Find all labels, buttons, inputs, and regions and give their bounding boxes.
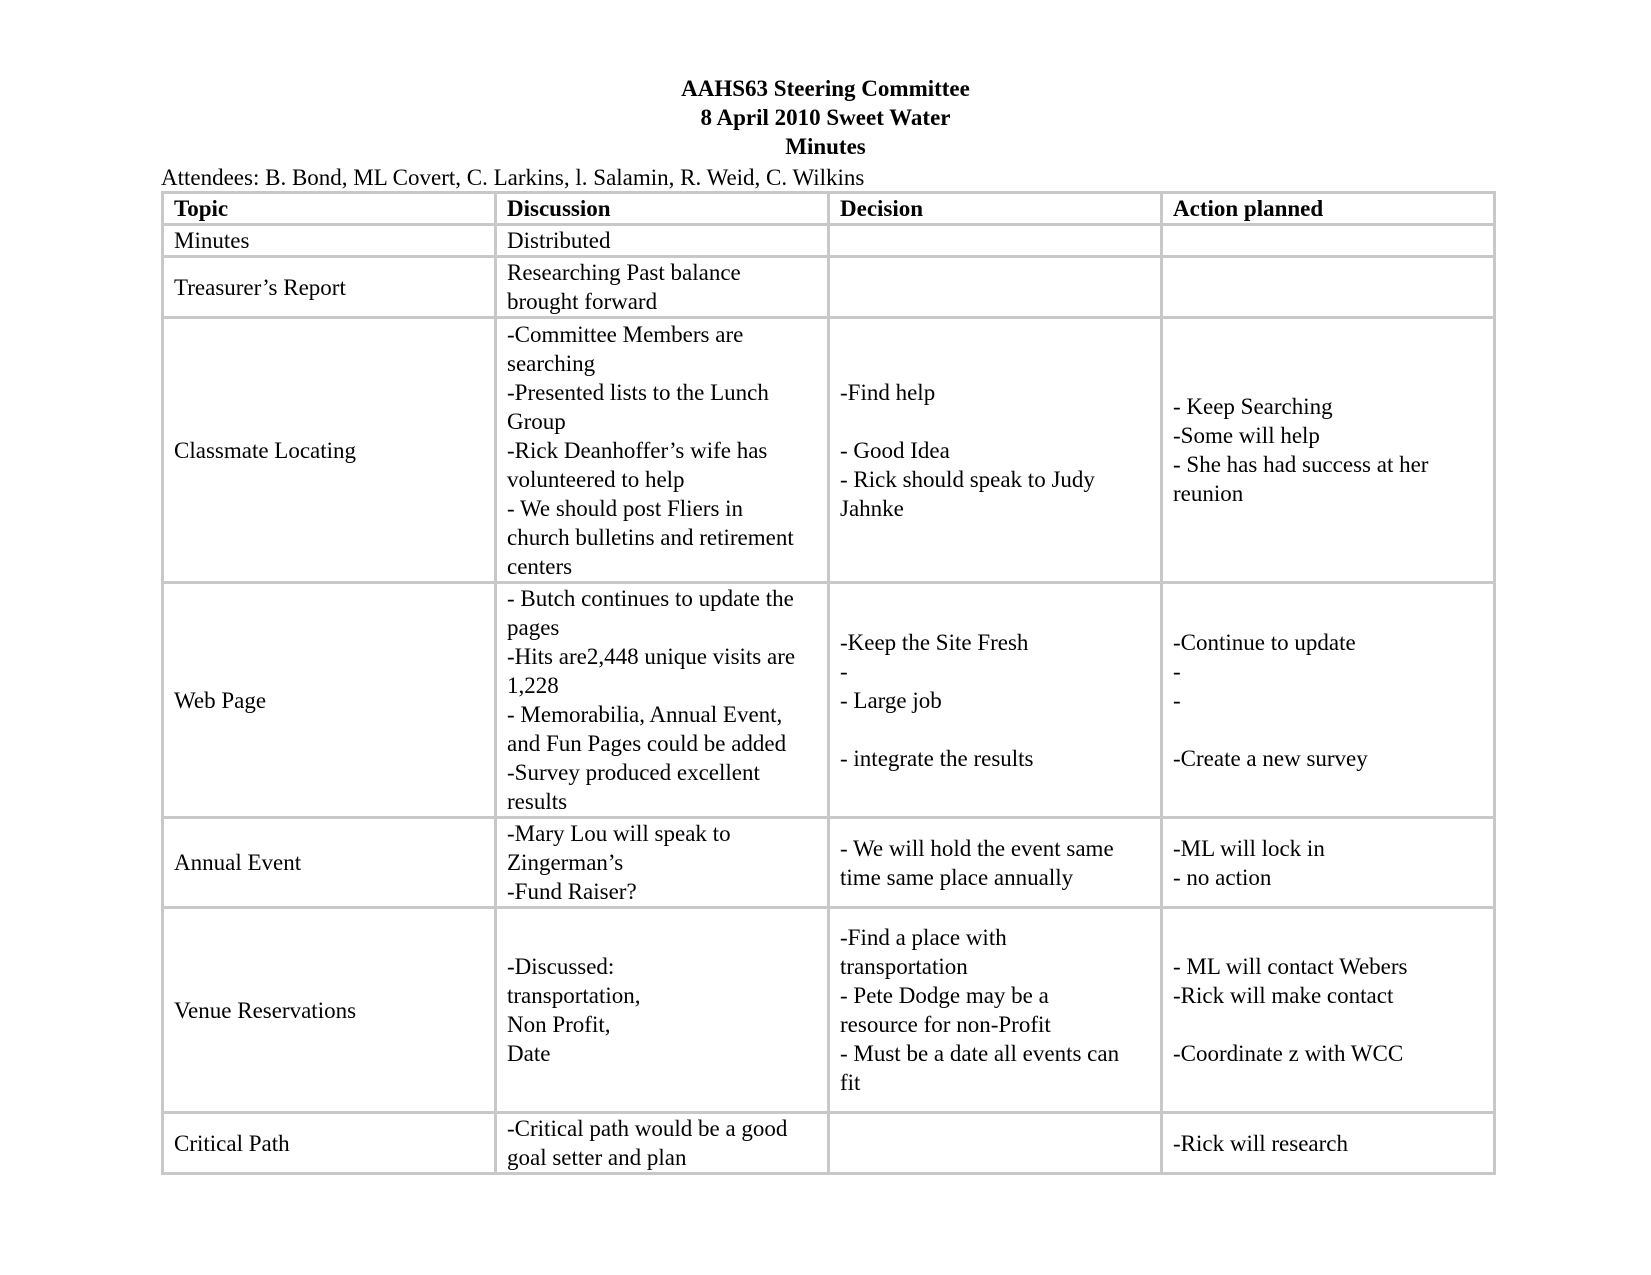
- committee-title: AAHS63 Steering Committee: [681, 76, 970, 101]
- table-row: [163, 583, 1495, 818]
- attendees-line: Attendees: B. Bond, ML Covert, C. Larkins, l. Salamin, R. Weid, C. Wilkins: [161, 165, 865, 190]
- table-row: [163, 1113, 1495, 1174]
- action-cell: -Rick will research: [1162, 1113, 1495, 1174]
- action-cell: -Continue to update - - -Create a new survey: [1162, 583, 1495, 818]
- decision-cell: [829, 257, 1162, 318]
- action-cell: [1162, 225, 1495, 257]
- decision-cell: [829, 1113, 1162, 1174]
- topic-cell: Venue Reservations: [163, 908, 496, 1113]
- column-header-decision: Decision: [829, 193, 1162, 225]
- topic-cell: Minutes: [163, 225, 496, 257]
- document-type: Minutes: [785, 134, 866, 159]
- decision-cell: -Find help - Good Idea - Rick should speak to Judy Jahnke: [829, 318, 1162, 583]
- column-header-topic: Topic: [163, 193, 496, 225]
- table-row: [163, 818, 1495, 908]
- action-cell: - Keep Searching -Some will help - She has had success at her reunion: [1162, 318, 1495, 583]
- title-block: [0, 74, 1651, 161]
- discussion-cell: - Butch continues to update the pages -Hits are2,448 unique visits are 1,228 - Memorabilia, Annual Event, and Fun Pages could be added -Survey produced excellent results: [496, 583, 829, 818]
- discussion-cell: -Mary Lou will speak to Zingerman’s -Fund Raiser?: [496, 818, 829, 908]
- decision-cell: - We will hold the event same time same place annually: [829, 818, 1162, 908]
- discussion-cell: -Discussed: transportation, Non Profit, Date: [496, 908, 829, 1113]
- action-cell: [1162, 257, 1495, 318]
- discussion-cell: -Committee Members are searching -Presented lists to the Lunch Group -Rick Deanhoffer’s wife has volunteered to help - We should post Fliers in church bulletins and retirement centers: [496, 318, 829, 583]
- discussion-cell: -Critical path would be a good goal setter and plan: [496, 1113, 829, 1174]
- topic-cell: Classmate Locating: [163, 318, 496, 583]
- decision-cell: -Find a place with transportation - Pete Dodge may be a resource for non-Profit - Must be a date all events can fit: [829, 908, 1162, 1113]
- column-header-discussion: Discussion: [496, 193, 829, 225]
- table-header-row: [163, 193, 1495, 225]
- meeting-date-location: 8 April 2010 Sweet Water: [700, 105, 951, 130]
- topic-cell: Annual Event: [163, 818, 496, 908]
- decision-cell: -Keep the Site Fresh - - Large job - integrate the results: [829, 583, 1162, 818]
- minutes-table: [161, 191, 1496, 1175]
- action-cell: -ML will lock in - no action: [1162, 818, 1495, 908]
- discussion-cell: Distributed: [496, 225, 829, 257]
- decision-cell: [829, 225, 1162, 257]
- topic-cell: Treasurer’s Report: [163, 257, 496, 318]
- table-row: [163, 908, 1495, 1113]
- table-row: [163, 318, 1495, 583]
- discussion-cell: Researching Past balance brought forward: [496, 257, 829, 318]
- topic-cell: Critical Path: [163, 1113, 496, 1174]
- action-cell: - ML will contact Webers -Rick will make contact -Coordinate z with WCC: [1162, 908, 1495, 1113]
- table-row: [163, 257, 1495, 318]
- topic-cell: Web Page: [163, 583, 496, 818]
- table-row: [163, 225, 1495, 257]
- column-header-action-planned: Action planned: [1162, 193, 1495, 225]
